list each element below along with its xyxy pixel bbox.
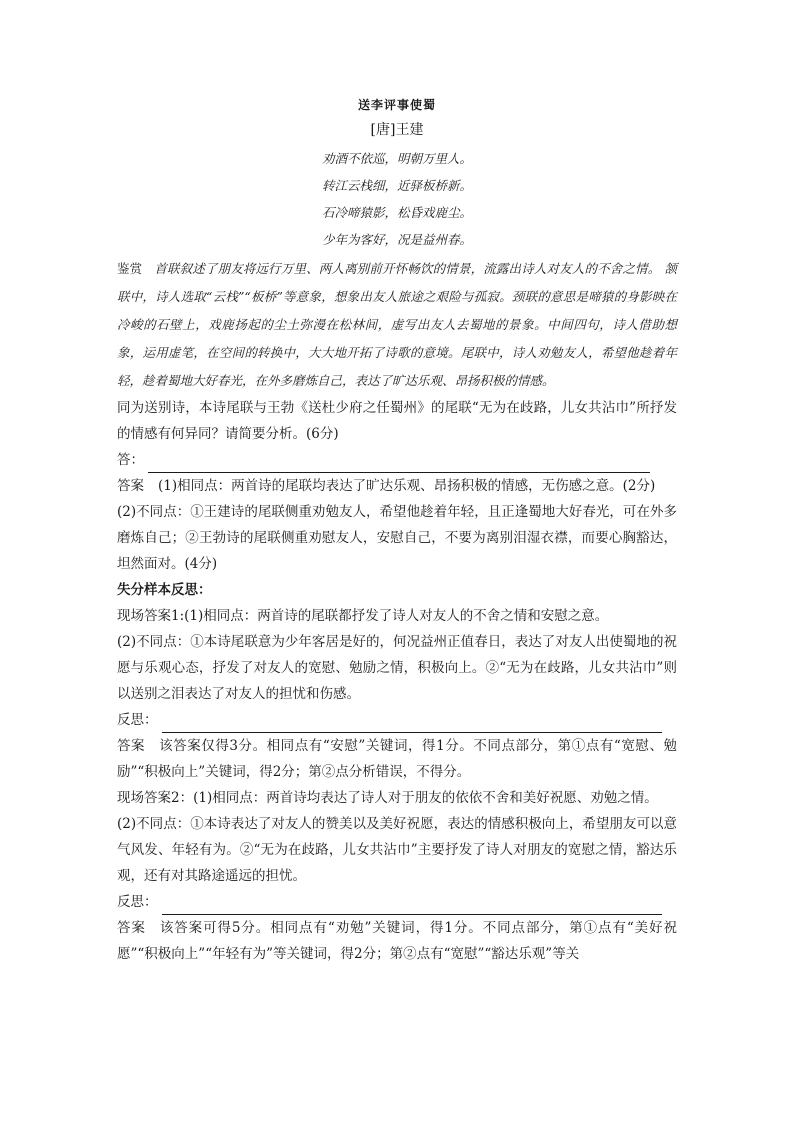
sample1-reflect-blank[interactable] <box>162 716 662 733</box>
appreciation-text: 首联叙述了朋友将远行万里、两人离别前开怀畅饮的情景，流露出诗人对友人的不舍之情。 颔联中，诗人选取“云栈”“板桥”等意象，想象出友人旅途之艰险与孤寂。颈联的意思是啼猿的身影映在冷峻的石壁上，戏鹿扬起的尘土弥漫在松林间，虚写出友人去蜀地的景象。中间四句，诗人借助想象，运用虚笔，在空间的转换中，大大地开拓了诗歌的意境。尾联中，诗人劝勉友人，希望他趁着年轻，趁着蜀地大好春光，在外多磨炼自己，表达了旷达乐观、昂扬积极的情感。 <box>117 261 677 388</box>
sample2-reflect-row <box>117 889 677 915</box>
sample2-reflect-label: 反思： <box>117 894 158 910</box>
sample1-p2: (2)不同点：①本诗尾联意为少年客居是好的，何况益州正值春日，表达了对友人出使蜀地的祝愿与乐观心态，抒发了对友人的宽慰、勉励之情，积极向上。②“无为在歧路，儿女共沾巾”则以送别之泪表达了对友人的担忧和伤感。 <box>117 634 677 702</box>
appreciation-paragraph <box>117 255 677 395</box>
sample1-reflect-label: 反思： <box>117 712 158 728</box>
question-text: 同为送别诗，本诗尾联与王勃《送杜少府之任蜀州》的尾联“无为在歧路，儿女共沾巾”所抒发的情感有何异同？请简要分析。(6分) <box>117 400 677 442</box>
poem-line-1: 劝酒不依巡，明朝万里人。 <box>321 151 472 166</box>
sample2-answer-label: 答案 <box>117 920 146 936</box>
poem-line-4: 少年为客好，况是益州春。 <box>321 232 472 247</box>
answer-prompt: 答： <box>117 452 144 468</box>
answer-p2: (2)不同点：①王建诗的尾联侧重劝勉友人，希望他趁着年轻，且正逢蜀地大好春光，可在外多磨炼自己；②王勃诗的尾联侧重劝慰友人，安慰自己，不要为离别泪湿衣襟，而要心胸豁达，坦然面对。(4分) <box>117 504 677 572</box>
document-page <box>117 96 677 967</box>
sample1-reflect-row <box>117 707 677 733</box>
reflection-title: 失分样本反思： <box>117 582 212 598</box>
answer-p1: 答案 (1)相同点：两首诗的尾联均表达了旷达乐观、昂扬积极的情感，无伤感之意。(2分) <box>117 478 656 494</box>
sample2-comment: 答案 该答案可得5分。相同点有“劝勉”关键词，得1分。不同点部分，第①点有“美好祝愿”“积极向上”“年轻有为”等关键词，得2分；第②点有“宽慰”“豁达乐观”等关 <box>117 920 677 962</box>
answer-blank-row <box>117 447 677 473</box>
sample1-answer-label: 答案 <box>117 738 146 754</box>
sample2-reflect-blank[interactable] <box>162 898 662 915</box>
sample1-comment: 答案 该答案仅得3分。相同点有“安慰”关键词，得1分。不同点部分，第①点有“宽慰、勉励”“积极向上”关键词，得2分；第②点分析错误，不得分。 <box>117 738 677 780</box>
answer-blank[interactable] <box>148 456 650 473</box>
answer-label: 答案 <box>117 478 144 494</box>
sample1-p1: 现场答案1:(1)相同点：两首诗的尾联都抒发了诗人对友人的不舍之情和安慰之意。 <box>117 608 609 624</box>
sample2-p1: 现场答案2：(1)相同点：两首诗均表达了诗人对于朋友的依依不舍和美好祝愿、劝勉之情。 <box>117 790 658 806</box>
poem-line-2: 转江云栈细，近驿板桥新。 <box>321 178 472 193</box>
sample2-p2: (2)不同点：①本诗表达了对友人的赞美以及美好祝愿，表达的情感积极向上，希望朋友可以意气风发、年轻有为。②“无为在歧路，儿女共沾巾”主要抒发了诗人对朋友的宽慰之情，豁达乐观，还有对其路途遥远的担忧。 <box>117 816 677 884</box>
poem-line-3: 石冷啼猿影，松昏戏鹿尘。 <box>321 205 472 220</box>
poem-title: 送李评事使蜀 <box>357 98 436 112</box>
poem-author: [唐]王建 <box>370 122 424 138</box>
appreciation-label: 鉴赏 <box>117 261 143 276</box>
